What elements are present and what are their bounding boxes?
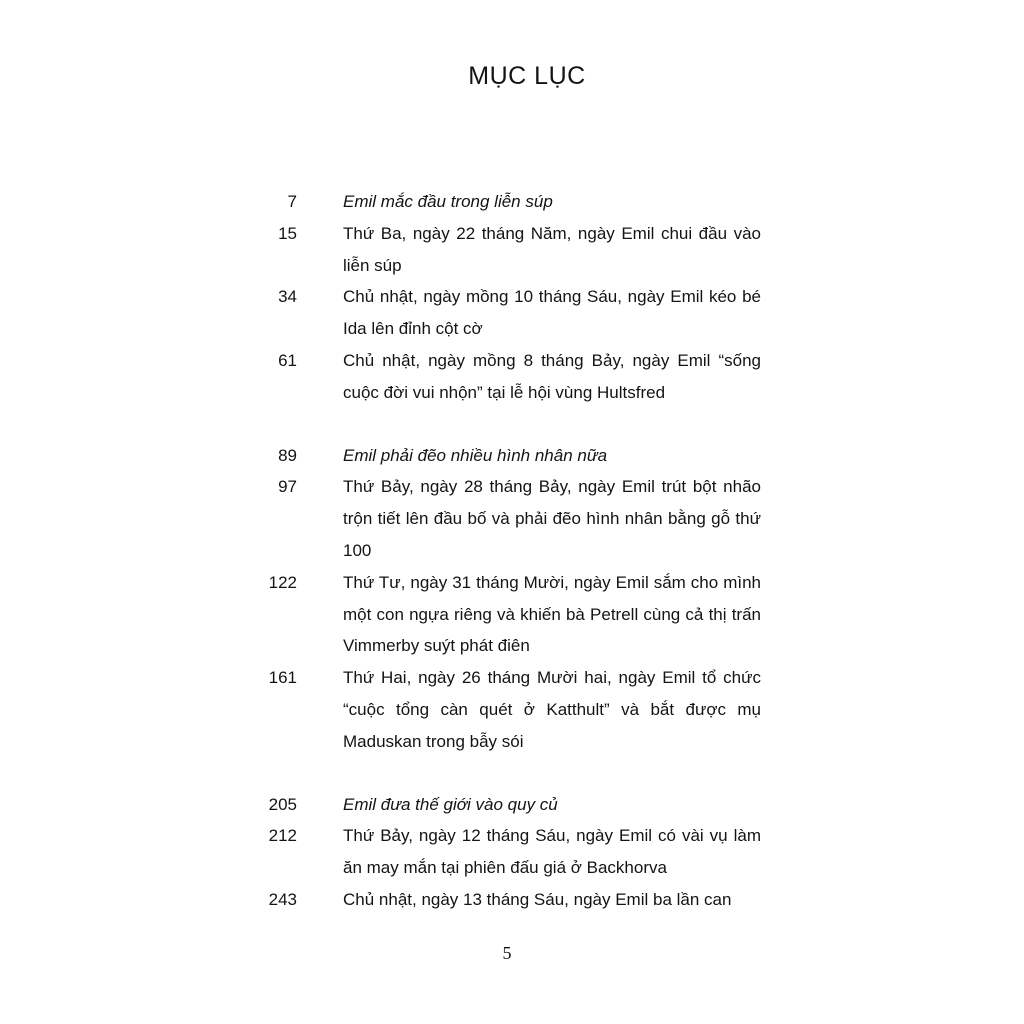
toc-entry-title: Thứ Tư, ngày 31 tháng Mười, ngày Emil sắm cho mình một con ngựa riêng và khiến bà Petrell cùng cả thị trấn Vimmerby suýt phát điên xyxy=(343,572,761,656)
toc-chapter-entry xyxy=(250,218,770,282)
toc-entry-title: Chủ nhật, ngày 13 tháng Sáu, ngày Emil ba lần can xyxy=(343,889,732,909)
table-of-contents xyxy=(250,186,770,947)
toc-page-number: 243 xyxy=(268,889,297,909)
toc-page-number: 205 xyxy=(268,794,297,814)
toc-page-number: 7 xyxy=(287,192,297,211)
toc-chapter-entry xyxy=(250,884,770,916)
toc-chapter-entry xyxy=(250,281,770,345)
toc-section xyxy=(250,789,770,916)
toc-page-number: 122 xyxy=(268,572,297,592)
toc-section xyxy=(250,186,770,409)
toc-entry-title: Chủ nhật, ngày mồng 10 tháng Sáu, ngày Emil kéo bé Ida lên đỉnh cột cờ xyxy=(343,287,761,339)
toc-page-number: 97 xyxy=(278,477,297,497)
toc-entry-title: Emil phải đẽo nhiều hình nhân nữa xyxy=(343,445,608,465)
toc-page-number: 212 xyxy=(268,826,297,846)
toc-entry-title: Emil mắc đầu trong liễn súp xyxy=(343,192,553,211)
toc-entry-title: Chủ nhật, ngày mồng 8 tháng Bảy, ngày Emil “sống cuộc đời vui nhộn” tại lễ hội vùng Hultsfred xyxy=(343,350,761,402)
toc-page-number: 161 xyxy=(268,668,297,688)
toc-chapter-entry xyxy=(250,471,770,566)
toc-page-number: 34 xyxy=(278,287,297,307)
page-number: 5 xyxy=(502,943,512,963)
toc-page-number: 15 xyxy=(278,223,297,243)
toc-entry-title: Emil đưa thế giới vào quy củ xyxy=(343,794,558,814)
toc-part-heading xyxy=(250,186,770,218)
toc-page-number: 61 xyxy=(278,350,297,370)
toc-chapter-entry xyxy=(250,345,770,409)
toc-chapter-entry xyxy=(250,662,770,757)
toc-entry-title: Thứ Ba, ngày 22 tháng Năm, ngày Emil chui đầu vào liễn súp xyxy=(343,223,761,275)
toc-page-number: 89 xyxy=(278,445,297,465)
toc-chapter-entry xyxy=(250,567,770,662)
toc-part-heading xyxy=(250,440,770,472)
page-title: MỤC LỤC xyxy=(468,62,586,90)
toc-part-heading xyxy=(250,789,770,821)
toc-entry-title: Thứ Bảy, ngày 28 tháng Bảy, ngày Emil trút bột nhão trộn tiết lên đầu bố và phải đẽo hình nhân bằng gỗ thứ 100 xyxy=(343,477,761,560)
toc-section xyxy=(250,440,770,758)
toc-chapter-entry xyxy=(250,820,770,884)
toc-entry-title: Thứ Bảy, ngày 12 tháng Sáu, ngày Emil có vài vụ làm ăn may mắn tại phiên đấu giá ở Backhorva xyxy=(343,826,761,878)
toc-entry-title: Thứ Hai, ngày 26 tháng Mười hai, ngày Emil tổ chức “cuộc tổng càn quét ở Katthult” và bắt được mụ Maduskan trong bẫy sói xyxy=(343,668,761,751)
